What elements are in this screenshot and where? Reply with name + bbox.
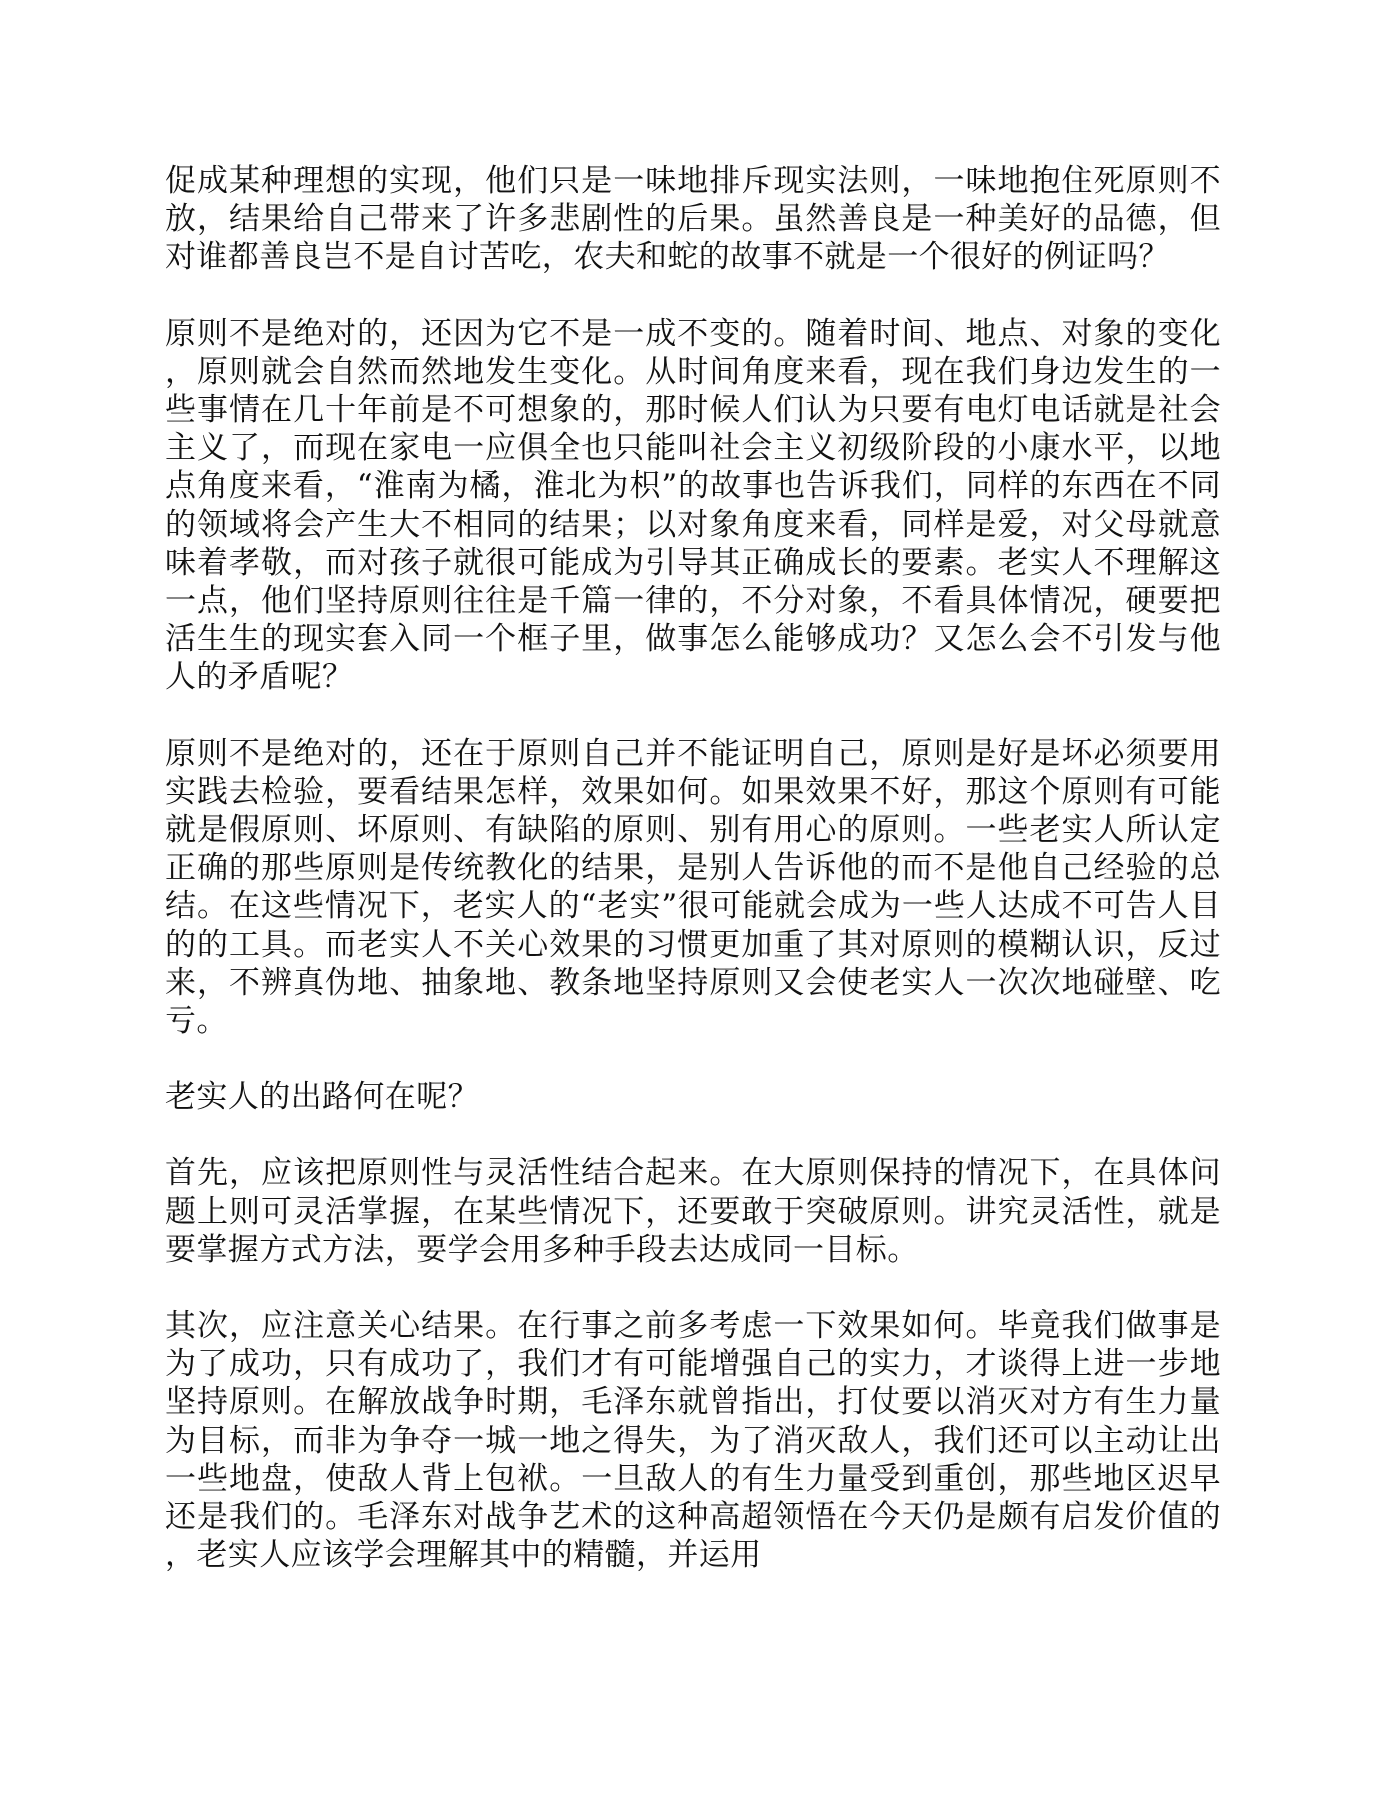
paragraph-2: 原则不是绝对的，还因为它不是一成不变的。随着时间、地点、对象的变化，原则就会自然而然地发生变化。从时间角度来看，现在我们身边发生的一些事情在几十年前是不可想象的，那时候人们认为只要有电灯电话就是社会主义了，而现在家电一应俱全也只能叫社会主义初级阶段的小康水平，以地点角度来看，“淮南为橘，淮北为枳”的故事也告诉我们，同样的东西在不同的领域将会产生大不相同的结果；以对象角度来看，同样是爱，对父母就意味着孝敬，而对孩子就很可能成为引导其正确成长的要素。老实人不理解这一点，他们坚持原则往往是千篇一律的，不分对象，不看具体情况，硬要把活生生的现实套入同一个框子里，做事怎么能够成功？又怎么会不引发与他人的矛盾呢？ bbox=[165, 315, 1221, 696]
paragraph-1: 促成某种理想的实现，他们只是一味地排斥现实法则，一味地抱住死原则不放，结果给自己带来了许多悲剧性的后果。虽然善良是一种美好的品德，但对谁都善良岂不是自讨苦吃，农夫和蛇的故事不就是一个很好的例证吗？ bbox=[165, 163, 1221, 276]
paragraph-4-question: 老实人的出路何在呢？ bbox=[165, 1079, 479, 1116]
document-body bbox=[165, 162, 1221, 1575]
paragraph-6: 其次，应注意关心结果。在行事之前多考虑一下效果如何。毕竟我们做事是为了成功，只有成功了，我们才有可能增强自己的实力，才谈得上进一步地坚持原则。在解放战争时期，毛泽东就曾指出，打仗要以消灭对方有生力量为目标，而非为争夺一城一地之得失，为了消灭敌人，我们还可以主动让出一些地盘，使敌人背上包袱。一旦敌人的有生力量受到重创，那些地区迟早还是我们的。毛泽东对战争艺术的这种高超领悟在今天仍是颇有启发价值的，老实人应该学会理解其中的精髓，并运用 bbox=[165, 1308, 1221, 1574]
paragraph-3: 原则不是绝对的，还在于原则自己并不能证明自己，原则是好是坏必须要用实践去检验，要看结果怎样，效果如何。如果效果不好，那这个原则有可能就是假原则、坏原则、有缺陷的原则、别有用心的原则。一些老实人所认定正确的那些原则是传统教化的结果，是别人告诉他的而不是他自己经验的总结。在这些情况下，老实人的“老实”很可能就会成为一些人达成不可告人目的的工具。而老实人不关心效果的习惯更加重了其对原则的模糊认识，反过来，不辨真伪地、抽象地、教条地坚持原则又会使老实人一次次地碰壁、吃亏。 bbox=[165, 735, 1221, 1040]
paragraph-5: 首先，应该把原则性与灵活性结合起来。在大原则保持的情况下，在具体问题上则可灵活掌握，在某些情况下，还要敢于突破原则。讲究灵活性，就是要掌握方式方法，要学会用多种手段去达成同一目标。 bbox=[165, 1155, 1221, 1268]
